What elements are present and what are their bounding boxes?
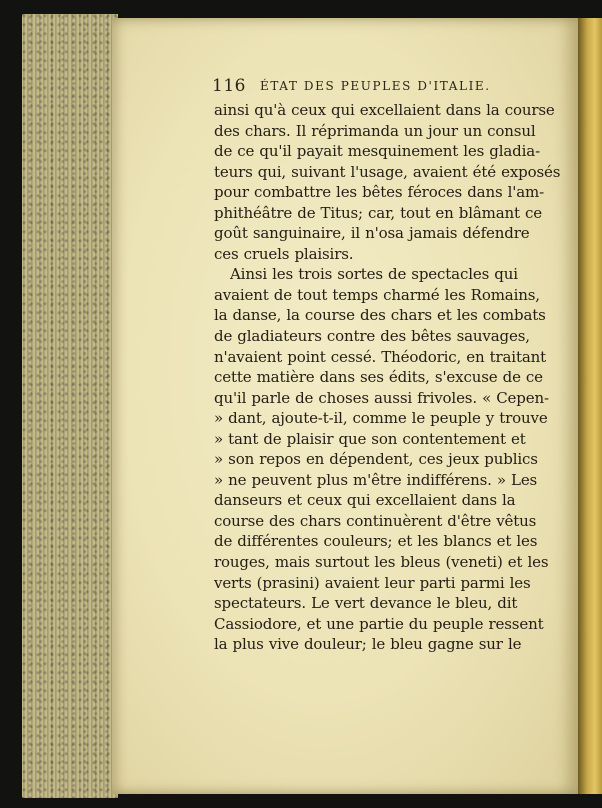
page-number: 116 [212, 76, 246, 96]
text-line: pour combattre les bêtes féroces dans l'am- [214, 183, 545, 202]
text-line: avaient de tout temps charmé les Romains, [214, 285, 540, 304]
text-line: cette matière dans ses édits, s'excuse de ce [214, 368, 543, 387]
text-line: la plus vive douleur; le bleu gagne sur le [214, 635, 522, 654]
text-line: des chars. Il réprimanda un jour un consul [214, 121, 536, 140]
text-line: Cassiodore, et une partie du peuple ressent [214, 614, 544, 633]
page-header [212, 76, 542, 100]
text-line: course des chars continuèrent d'être vêtus [214, 511, 537, 530]
text-line: ces cruels plaisirs. [214, 244, 354, 263]
page-edges [22, 14, 118, 798]
text-line: Ainsi les trois sortes de spectacles qui [230, 265, 518, 284]
text-line: teurs qui, suivant l'usage, avaient été exposés [214, 162, 561, 181]
book-gutter [578, 18, 602, 794]
text-line: la danse, la course des chars et les combats [214, 306, 546, 325]
text-line: » tant de plaisir que son contentement et [214, 429, 526, 448]
text-line: phithéâtre de Titus; car, tout en blâmant ce [214, 203, 543, 222]
text-line: verts (prasini) avaient leur parti parmi les [214, 573, 531, 592]
text-line: n'avaient point cessé. Théodoric, en traitant [214, 347, 547, 366]
text-line: de gladiateurs contre des bêtes sauvages, [214, 327, 530, 346]
text-line: de ce qu'il payait mesquinement les gladia- [214, 142, 540, 161]
text-line: rouges, mais surtout les bleus (veneti) et les [214, 553, 549, 572]
text-line: » dant, ajoute-t-il, comme le peuple y trouve [214, 409, 548, 428]
text-line: » ne peuvent plus m'être indifférens. » Les [214, 470, 538, 489]
text-line: ainsi qu'à ceux qui excellaient dans la course [214, 101, 555, 119]
running-title: ÉTAT DES PEUPLES D'ITALIE. [260, 79, 491, 93]
text-line: goût sanguinaire, il n'osa jamais défendre [214, 224, 530, 243]
body-text [214, 100, 561, 655]
text-line: » son repos en dépendent, ces jeux publics [214, 450, 538, 469]
text-line: qu'il parle de choses aussi frivoles. « Cepen- [214, 388, 549, 407]
text-line: de différentes couleurs; et les blancs et les [214, 532, 538, 551]
text-line: spectateurs. Le vert devance le bleu, dit [214, 594, 518, 613]
text-line: danseurs et ceux qui excellaient dans la [214, 491, 516, 510]
